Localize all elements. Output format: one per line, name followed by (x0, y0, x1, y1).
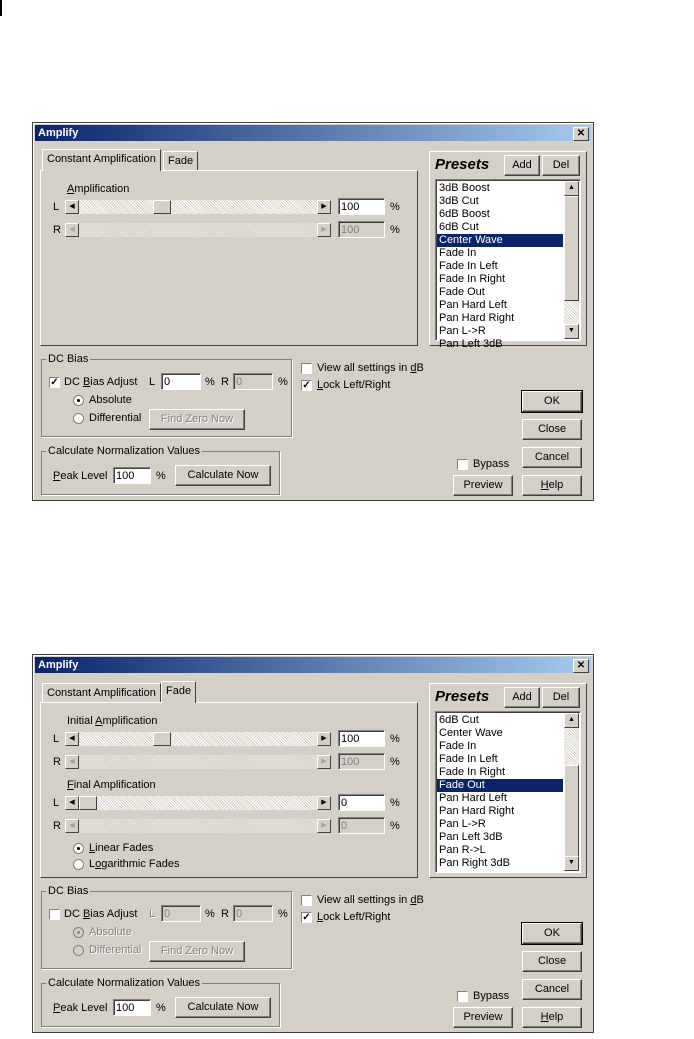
dc-bias-adjust-label: DC Bias Adjust (64, 908, 138, 920)
dc-bias-adjust-checkbox[interactable] (49, 909, 60, 920)
help-button[interactable]: Help (522, 475, 582, 496)
dc-bias-l-input[interactable]: 0 (161, 373, 201, 390)
preset-item[interactable]: 3dB Cut (439, 195, 479, 207)
ok-button[interactable]: OK (522, 391, 582, 412)
view-db-label: View all settings in dB (317, 362, 424, 374)
tab-fade[interactable]: Fade (163, 151, 198, 170)
bypass-label: Bypass (473, 990, 510, 1002)
dc-bias-r-label: R (221, 908, 229, 920)
amplify-dialog-fade (32, 654, 594, 1033)
dc-bias-l-input: 0 (161, 905, 201, 922)
dialog-title: Amplify (38, 659, 79, 671)
amplification-right-input: 100 (338, 221, 385, 238)
preset-item[interactable]: 3dB Boost (439, 182, 490, 194)
page-margin-bar (0, 0, 2, 16)
lock-left-right-label: Lock Left/Right (317, 379, 391, 391)
absolute-radio[interactable] (73, 395, 84, 406)
peak-level-input[interactable]: 100 (113, 999, 151, 1016)
preset-item[interactable]: Fade In Left (439, 753, 498, 765)
slider-left-arrow-icon: ◀ (65, 755, 79, 769)
peak-level-label: Peak Level (53, 470, 108, 482)
dc-bias-r-input: 0 (233, 373, 273, 390)
scroll-up-icon[interactable]: ▲ (564, 181, 579, 196)
right-channel-label: R (53, 756, 61, 768)
lock-left-right-checkbox[interactable]: ✓ (302, 380, 311, 391)
absolute-label: Absolute (89, 926, 132, 938)
lock-left-right-label: Lock Left/Right (317, 911, 391, 923)
preset-item[interactable]: Center Wave (439, 727, 503, 739)
preset-item[interactable]: Fade In Left (439, 260, 498, 272)
preview-button[interactable]: Preview (453, 1007, 513, 1028)
initial-left-input[interactable]: 100 (338, 730, 385, 747)
dc-bias-adjust-checkbox[interactable]: ✓ (50, 377, 59, 388)
add-preset-button[interactable]: Add (504, 155, 540, 176)
preset-item[interactable]: Fade In (439, 740, 477, 752)
slider-right-arrow-icon: ▶ (317, 819, 331, 833)
preset-item[interactable]: 6dB Cut (439, 221, 479, 233)
slider-right-arrow-icon: ▶ (317, 755, 331, 769)
view-db-checkbox[interactable] (301, 363, 312, 374)
title-bar (35, 125, 591, 141)
differential-radio[interactable] (73, 413, 84, 424)
calculate-now-button[interactable]: Calculate Now (175, 997, 271, 1018)
percent-unit: % (390, 820, 400, 832)
slider-left-arrow-icon: ◀ (65, 819, 79, 833)
scroll-thumb[interactable] (564, 765, 579, 870)
preset-item[interactable]: Pan R->L (439, 844, 486, 856)
slider-right-arrow-icon: ▶ (317, 223, 331, 237)
final-left-input[interactable]: 0 (338, 794, 385, 811)
dialog-title: Amplify (38, 127, 79, 139)
peak-level-label: Peak Level (53, 1002, 108, 1014)
initial-right-input: 100 (338, 753, 385, 770)
presets-scrollbar[interactable] (564, 181, 579, 339)
presets-list[interactable] (435, 711, 581, 873)
linear-fades-label: Linear Fades (89, 842, 154, 854)
linear-fades-radio[interactable] (73, 843, 84, 854)
differential-radio (73, 945, 84, 956)
dc-bias-r-input: 0 (233, 905, 273, 922)
initial-left-slider[interactable] (65, 732, 331, 746)
differential-label: Differential (89, 412, 142, 424)
ok-button[interactable]: OK (522, 923, 582, 944)
close-button[interactable]: Close (522, 419, 582, 440)
left-channel-label: L (53, 797, 60, 809)
preset-item[interactable]: Pan L->R (439, 818, 486, 830)
preset-item[interactable]: 6dB Cut (439, 714, 479, 726)
percent-unit: % (390, 797, 400, 809)
preset-item[interactable]: 6dB Boost (439, 208, 490, 220)
view-db-label: View all settings in dB (317, 894, 424, 906)
preset-item[interactable]: Pan Hard Left (439, 299, 507, 311)
preset-item[interactable]: Fade In Right (439, 273, 506, 285)
dc-bias-title: DC Bias (48, 353, 89, 365)
view-db-checkbox[interactable] (301, 895, 312, 906)
close-button[interactable]: Close (522, 951, 582, 972)
preset-item[interactable]: Fade In Right (439, 766, 506, 778)
delete-preset-button[interactable]: Del (542, 687, 580, 708)
preset-item[interactable]: Fade In (439, 247, 477, 259)
delete-preset-button[interactable]: Del (542, 155, 580, 176)
final-right-slider (65, 819, 331, 833)
dc-bias-l-label: L (149, 376, 156, 388)
percent-unit: % (205, 908, 215, 920)
title-bar (35, 657, 591, 673)
help-button[interactable]: Help (522, 1007, 582, 1028)
differential-label: Differential (89, 944, 142, 956)
logarithmic-fades-label: Logarithmic Fades (89, 858, 180, 870)
cancel-button[interactable]: Cancel (522, 447, 582, 468)
percent-unit: % (390, 733, 400, 745)
percent-unit: % (390, 201, 400, 213)
presets-title: Presets (435, 156, 490, 173)
find-zero-now-button: Find Zero Now (149, 941, 245, 962)
percent-unit: % (156, 470, 166, 482)
preset-item[interactable]: Center Wave (437, 234, 563, 247)
preview-button[interactable]: Preview (453, 475, 513, 496)
preset-item[interactable]: Pan Left 3dB (439, 831, 503, 843)
slider-left-arrow-icon[interactable]: ◀ (65, 796, 79, 810)
slider-left-arrow-icon[interactable]: ◀ (65, 732, 79, 746)
slider-right-arrow-icon[interactable]: ▶ (317, 732, 331, 746)
amplify-dialog-constant (32, 122, 594, 501)
find-zero-now-button: Find Zero Now (149, 409, 245, 430)
cancel-button[interactable]: Cancel (522, 979, 582, 1000)
presets-title: Presets (435, 688, 490, 705)
slider-thumb[interactable] (79, 796, 97, 810)
add-preset-button[interactable]: Add (504, 687, 540, 708)
tab-constant-amplification[interactable]: Constant Amplification (42, 683, 161, 702)
close-icon[interactable]: ✕ (573, 659, 589, 673)
absolute-label: Absolute (89, 394, 132, 406)
presets-list[interactable] (435, 179, 581, 350)
normalization-title: Calculate Normalization Values (48, 977, 201, 989)
dc-bias-r-label: R (221, 376, 229, 388)
tab-fade[interactable]: Fade (161, 681, 196, 703)
slider-right-arrow-icon[interactable]: ▶ (317, 796, 331, 810)
right-channel-label: R (53, 820, 61, 832)
slider-thumb[interactable] (153, 200, 171, 214)
left-channel-label: L (53, 201, 60, 213)
dc-bias-l-label: L (149, 908, 156, 920)
logarithmic-fades-radio[interactable] (73, 859, 84, 870)
absolute-radio (73, 927, 84, 938)
tab-constant-amplification[interactable]: Constant Amplification (42, 149, 161, 171)
preset-item[interactable]: Fade Out (437, 779, 563, 792)
bypass-checkbox[interactable] (457, 459, 468, 470)
normalization-title: Calculate Normalization Values (48, 445, 201, 457)
tab-panel (40, 170, 418, 346)
calculate-now-button[interactable]: Calculate Now (175, 465, 271, 486)
preset-item[interactable]: Pan Left 3dB (439, 338, 503, 350)
final-left-slider[interactable] (65, 796, 331, 810)
close-icon[interactable]: ✕ (573, 127, 589, 141)
slider-thumb[interactable] (153, 732, 171, 746)
final-amplification-label: Final Amplification (67, 779, 156, 791)
slider-left-arrow-icon: ◀ (65, 223, 79, 237)
peak-level-input[interactable]: 100 (113, 467, 151, 484)
lock-left-right-checkbox[interactable]: ✓ (302, 912, 311, 923)
preset-item[interactable]: Pan Right 3dB (439, 857, 510, 869)
scroll-down-icon[interactable]: ▼ (564, 856, 579, 871)
initial-amplification-label: Initial Amplification (67, 715, 158, 727)
slider-left-arrow-icon[interactable]: ◀ (65, 200, 79, 214)
scroll-thumb[interactable] (564, 196, 579, 301)
amplification-right-slider (65, 223, 331, 237)
percent-unit: % (278, 376, 288, 388)
percent-unit: % (156, 1002, 166, 1014)
scroll-down-icon[interactable]: ▼ (564, 324, 579, 339)
dc-bias-adjust-label: DC Bias Adjust (64, 376, 138, 388)
preset-item[interactable]: Pan Hard Right (439, 805, 515, 817)
percent-unit: % (205, 376, 215, 388)
percent-unit: % (278, 908, 288, 920)
presets-scrollbar[interactable] (564, 713, 579, 871)
bypass-label: Bypass (473, 458, 510, 470)
percent-unit: % (390, 224, 400, 236)
amplification-left-slider[interactable] (65, 200, 331, 214)
preset-item[interactable]: Fade Out (439, 286, 485, 298)
right-channel-label: R (53, 224, 61, 236)
preset-item[interactable]: Pan Hard Right (439, 312, 515, 324)
bypass-checkbox[interactable] (457, 991, 468, 1002)
amplification-left-input[interactable]: 100 (338, 198, 385, 215)
scroll-up-icon[interactable]: ▲ (564, 713, 579, 728)
slider-right-arrow-icon[interactable]: ▶ (317, 200, 331, 214)
dc-bias-title: DC Bias (48, 885, 89, 897)
initial-right-slider (65, 755, 331, 769)
percent-unit: % (390, 756, 400, 768)
amplification-label: Amplification (67, 183, 130, 195)
preset-item[interactable]: Pan L->R (439, 325, 486, 337)
left-channel-label: L (53, 733, 60, 745)
final-right-input: 0 (338, 817, 385, 834)
preset-item[interactable]: Pan Hard Left (439, 792, 507, 804)
